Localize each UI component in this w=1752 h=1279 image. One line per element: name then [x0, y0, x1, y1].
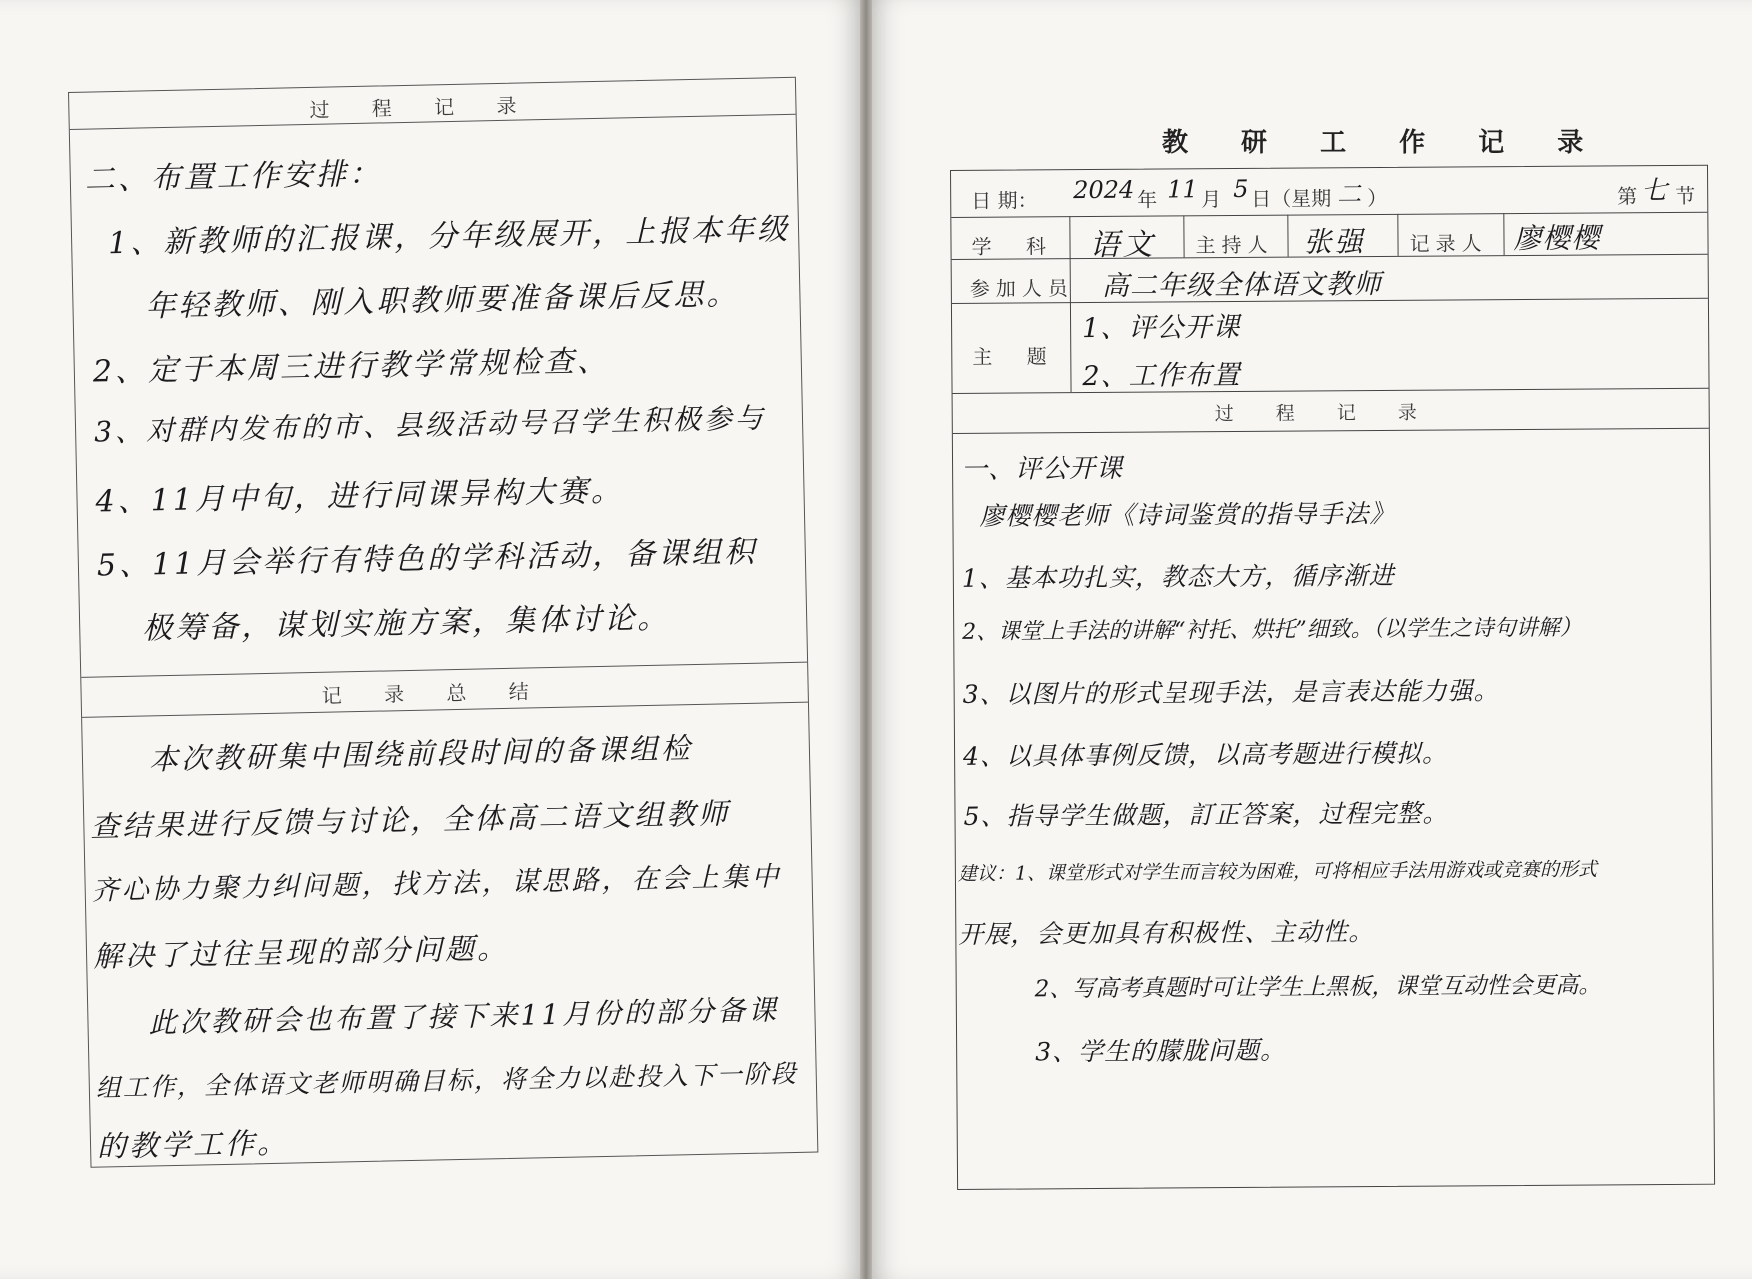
section-unit: 节: [1675, 183, 1696, 208]
participants-label: 参加人员: [969, 276, 1074, 301]
process-line-8: 建议：1、课堂形式对学生而言较为困难，可将相应手法用游戏或竞赛的形式: [957, 858, 1598, 885]
topic-line-1: 1、评公开课: [1082, 311, 1241, 345]
host-value: 张强: [1303, 225, 1366, 259]
left-line-8: 极筹备，谋划实施方案，集体讨论。: [141, 600, 671, 647]
topic-label: 主 题: [972, 344, 1061, 369]
record-title: 教 研 工 作 记 录: [1162, 128, 1606, 158]
recorder-value: 廖樱樱: [1513, 221, 1601, 256]
summary-line-7: 的教学工作。: [96, 1125, 290, 1164]
weekday-value: 二: [1337, 180, 1365, 209]
summary-line-5: 此次教研会也布置了接下来11月份的部分备课: [148, 993, 780, 1040]
right-page: [872, 0, 1752, 1279]
subject-label: 学 科: [971, 234, 1060, 259]
summary-top-divider: [81, 662, 807, 678]
process-line-5: 3、以图片的形式呈现手法，是言表达能力强。: [962, 676, 1500, 709]
section-label: 第: [1617, 184, 1638, 209]
left-line-5: 3、对群内发布的市、县级活动号召学生积极参与: [93, 401, 767, 449]
week-label: 日（星期: [1251, 186, 1332, 211]
summary-line-3: 齐心协力聚力纠问题，找方法，谋思路，在会上集中: [91, 861, 782, 907]
label-column-divider: [1069, 216, 1071, 392]
process-record-heading: 过 程 记 录: [309, 93, 535, 122]
summary-line-1: 本次教研集中围绕前段时间的备课组检: [148, 731, 694, 777]
process-line-11: 3、学生的朦胧问题。: [1035, 1035, 1287, 1067]
right-record-frame: [950, 165, 1715, 1190]
book-gutter: [860, 0, 872, 1279]
summary-line-2: 查结果进行反馈与讨论，全体高二语文组教师: [90, 796, 731, 844]
subject-host-divider: [1183, 215, 1184, 257]
process-line-9: 开展，会更加具有积极性、主动性。: [958, 917, 1375, 949]
date-day: 5: [1233, 174, 1249, 204]
left-record-frame: [68, 77, 818, 1168]
summary-line-4: 解决了过往呈现的部分问题。: [92, 930, 510, 974]
subject-value: 语文: [1089, 227, 1156, 264]
date-year: 2024: [1073, 175, 1135, 205]
summary-line-6: 组工作，全体语文老师明确目标，将全力以赴投入下一阶段: [95, 1058, 799, 1103]
topic-row-divider: [953, 388, 1709, 394]
process-line-6: 4、以具体事例反馈，以高考题进行模拟。: [962, 738, 1449, 771]
left-line-7: 5、11月会举行有特色的学科活动，备课组积: [96, 534, 758, 584]
recorder-value-divider: [1503, 213, 1504, 255]
topic-line-2: 2、工作布置: [1082, 359, 1241, 393]
date-year-unit: 年: [1137, 187, 1158, 212]
week-close: ）: [1367, 185, 1388, 211]
date-month-unit: 月: [1201, 187, 1222, 212]
date-label: 日 期：: [971, 188, 1038, 213]
process-line-2: 廖樱樱老师《诗词鉴赏的指导手法》: [979, 498, 1396, 531]
process-heading-divider: [953, 428, 1709, 434]
host-value-divider: [1287, 215, 1288, 257]
section-number: 七: [1641, 175, 1671, 207]
process-line-7: 5、指导学生做题，訂正答案，过程完整。: [963, 798, 1449, 831]
left-line-2: 1、新教师的汇报课，分年级展开，上报本年级: [107, 211, 791, 262]
recorder-label: 记录人: [1409, 231, 1488, 256]
summary-heading: 记 录 总 结: [321, 679, 547, 708]
bleed-through-text: ﾠ: [560, 646, 586, 676]
host-label: 主持人: [1195, 232, 1274, 258]
left-page: [0, 0, 860, 1279]
participants-value: 高二年级全体语文教师: [1101, 268, 1382, 302]
process-line-1: 一、评公开课: [960, 453, 1124, 485]
process-line-10: 2、写高考真题时可让学生上黑板，课堂互动性会更高。: [1034, 972, 1602, 1003]
left-line-1: 二、布置工作安排：: [84, 156, 383, 198]
date-month: 11: [1167, 175, 1198, 204]
left-line-4: 2、定于本周三进行教学常规检查、: [92, 343, 611, 390]
process-line-3: 1、基本功扎实，教态大方，循序渐进: [961, 560, 1395, 593]
host-recorder-divider: [1397, 214, 1398, 256]
process-line-4: 2、课堂上手法的讲解“衬托、烘托”细致。（以学生之诗句讲解）: [962, 615, 1582, 645]
left-line-6: 4、11月中旬，进行同课异构大赛。: [95, 473, 625, 520]
left-line-3: 年轻教师、刚入职教师要准备课后反思。: [145, 276, 740, 325]
process-heading: 过 程 记 录: [1214, 401, 1435, 426]
